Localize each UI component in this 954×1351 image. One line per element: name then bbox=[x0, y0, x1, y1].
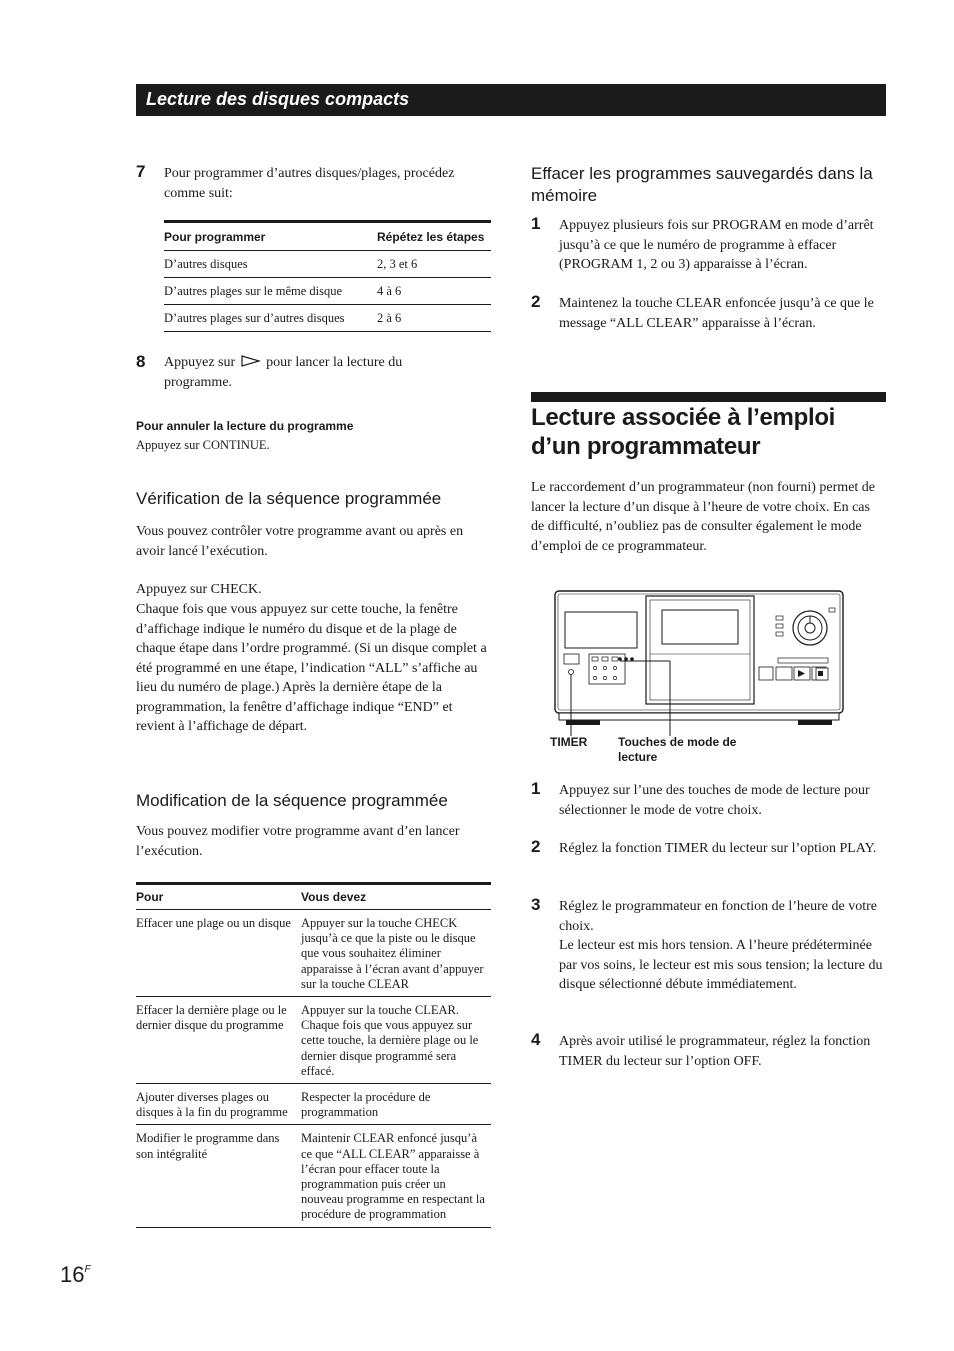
table-cell: 2 à 6 bbox=[377, 305, 491, 332]
page-number bbox=[60, 1262, 91, 1288]
step-8-text-after: pour lancer la lecture du programme. bbox=[164, 355, 403, 390]
timer-step-1-text: Appuyez sur l’une des touches de mode de lecture pour sélectionner le mode de votre choix. bbox=[559, 783, 870, 818]
table-cell: Appuyer sur la touche CHECK jusqu’à ce que la piste ou le disque que vous souhaitez éliminer apparaisse à l’écran avant d’appuyer sur la touche CLEAR bbox=[301, 910, 491, 997]
modify-table bbox=[136, 882, 491, 1228]
table-cell: Respecter la procédure de programmation bbox=[301, 1084, 491, 1125]
step-7-number: 7 bbox=[136, 162, 146, 181]
table-header: Vous devez bbox=[301, 884, 491, 910]
page-number-value: 16 bbox=[60, 1262, 85, 1287]
program-table bbox=[164, 220, 491, 332]
timer-step-4-text: Après avoir utilisé le programmateur, réglez la fonction TIMER du lecteur sur l’option OFF. bbox=[559, 1034, 871, 1069]
page-number-suffix: F bbox=[84, 1264, 91, 1275]
timer-step-4-number: 4 bbox=[531, 1030, 541, 1049]
table-cell: D’autres plages sur le même disque bbox=[164, 278, 377, 305]
figure-label-timer: TIMER bbox=[550, 735, 588, 749]
timer-step-3-number: 3 bbox=[531, 895, 541, 914]
step-8-text bbox=[164, 353, 464, 392]
timer-step-3-line1: Réglez le programmateur en fonction de l’heure de votre choix. bbox=[559, 899, 877, 934]
erase-step-2-number: 2 bbox=[531, 292, 541, 311]
table-cell: Modifier le programme dans son intégralité bbox=[136, 1125, 301, 1227]
cd-player-illustration bbox=[554, 590, 846, 750]
table-row bbox=[164, 305, 491, 332]
timer-step-2-number: 2 bbox=[531, 837, 541, 856]
timer-step-3-line2: Le lecteur est mis hors tension. A l’heure prédéterminée par vos soins, le lecteur est mis sous tension; la lecture du disque sélectionné débute immédiatement. bbox=[559, 938, 883, 992]
section-divider bbox=[531, 392, 886, 402]
table-cell: Appuyer sur la touche CLEAR. Chaque fois que vous appuyez sur cette touche, la dernière plage ou le dernier disque programmé sera effacé. bbox=[301, 997, 491, 1084]
section-header bbox=[136, 84, 886, 116]
play-icon bbox=[241, 355, 261, 367]
step-7-text: Pour programmer d’autres disques/plages, procédez comme suit: bbox=[164, 166, 455, 201]
table-header: Pour bbox=[136, 884, 301, 910]
erase-step-1-text: Appuyez plusieurs fois sur PROGRAM en mode d’arrêt jusqu’à ce que le numéro de programme à effacer (PROGRAM 1, 2 ou 3) apparaisse à l’écran. bbox=[559, 218, 874, 272]
table-row bbox=[136, 1084, 491, 1125]
verif-heading: Vérification de la séquence programmée bbox=[136, 489, 442, 508]
modif-p1: Vous pouvez modifier votre programme avant d’en lancer l’exécution. bbox=[136, 824, 460, 859]
timer-step-3-text bbox=[559, 897, 889, 995]
erase-step-2-text: Maintenez la touche CLEAR enfoncée jusqu’à ce que le message “ALL CLEAR” apparaisse à l’écran. bbox=[559, 296, 874, 331]
modif-heading: Modification de la séquence programmée bbox=[136, 791, 448, 810]
table-header: Répétez les étapes bbox=[377, 222, 491, 251]
timer-step-2-text: Réglez la fonction TIMER du lecteur sur l’option PLAY. bbox=[559, 841, 877, 856]
table-row bbox=[136, 1125, 491, 1227]
cancel-title: Pour annuler la lecture du programme bbox=[136, 419, 354, 433]
table-row bbox=[136, 997, 491, 1084]
table-cell: D’autres plages sur d’autres disques bbox=[164, 305, 377, 332]
table-row bbox=[164, 251, 491, 278]
table-cell: Maintenir CLEAR enfoncé jusqu’à ce que “ALL CLEAR” apparaisse à l’écran pour effacer toute la programmation puis créer un nouveau programme en respectant la procédure de programmation bbox=[301, 1125, 491, 1227]
verif-p2: Appuyez sur CHECK. bbox=[136, 582, 262, 597]
erase-step-1-number: 1 bbox=[531, 214, 541, 233]
table-cell: D’autres disques bbox=[164, 251, 377, 278]
verif-p1: Vous pouvez contrôler votre programme avant ou après en avoir lancé l’exécution. bbox=[136, 524, 464, 559]
verif-p3: Chaque fois que vous appuyez sur cette touche, la fenêtre d’affichage indique le numéro du disque et de la plage de chaque étape dans l’ordre programmé. (Si un disque complet a été programmé en une étape, l’indication “ALL” s’affiche au lieu du numéro de plage.) Après la dernière étape de la programmation, la fenêtre d’affichage indique “END” et revient à l’affichage de départ. bbox=[136, 602, 487, 734]
table-cell: Effacer une plage ou un disque bbox=[136, 910, 301, 997]
timer-heading: Lecture associée à l’emploi d’un programmateur bbox=[531, 404, 836, 460]
table-header: Pour programmer bbox=[164, 222, 377, 251]
figure-label-modes: Touches de mode de lecture bbox=[618, 735, 737, 764]
step-8-number: 8 bbox=[136, 352, 146, 371]
erase-heading: Effacer les programmes sauvegardés dans la mémoire bbox=[531, 164, 873, 205]
table-cell: Ajouter diverses plages ou disques à la fin du programme bbox=[136, 1084, 301, 1125]
table-cell: 2, 3 et 6 bbox=[377, 251, 491, 278]
table-row bbox=[164, 278, 491, 305]
header-title: Lecture des disques compacts bbox=[146, 89, 410, 109]
step-8-text-before: Appuyez sur bbox=[164, 355, 236, 370]
table-cell: 4 à 6 bbox=[377, 278, 491, 305]
table-cell: Effacer la dernière plage ou le dernier disque du programme bbox=[136, 997, 301, 1084]
cancel-text: Appuyez sur CONTINUE. bbox=[136, 438, 270, 452]
table-row bbox=[136, 910, 491, 997]
timer-step-1-number: 1 bbox=[531, 779, 541, 798]
timer-intro: Le raccordement d’un programmateur (non fourni) permet de lancer la lecture d’un disque à l’heure de votre choix. En cas de difficulté, n’oubliez pas de consulter également le mode d’emploi de ce programmateur. bbox=[531, 480, 876, 554]
